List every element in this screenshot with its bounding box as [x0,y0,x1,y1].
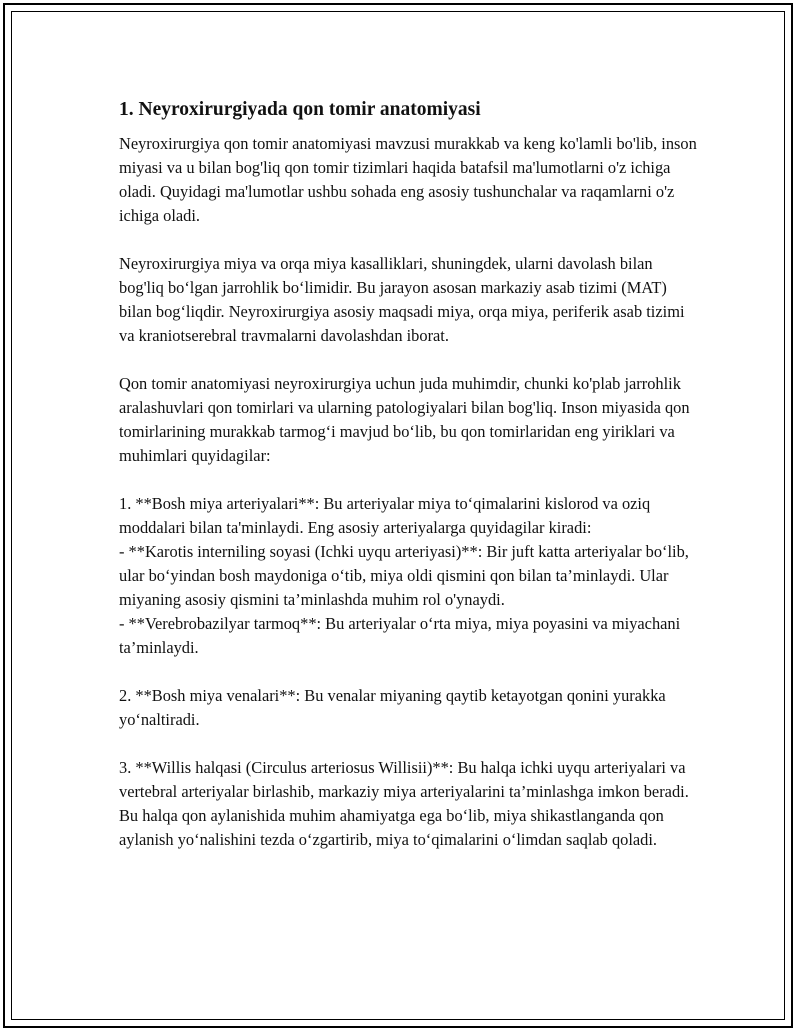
paragraph-intro: Neyroxirurgiya qon tomir anatomiyasi mavzusi murakkab va keng ko'lamli bo'lib, inson miyasi va u bilan bog'liq qon tomir tizimlari haqida batafsil ma'lumotlarni o'z ichiga oladi. Quyidagi ma'lumotlar ushbu sohada eng asosiy tushunchalar va raqamlarni o'z ichiga oladi. [119,134,697,225]
list-item-veins: 2. **Bosh miya venalari**: Bu venalar miyaning qaytib ketayotgan qonini yurakka yo‘naltiradi. [119,686,666,729]
list-item-arteries: 1. **Bosh miya arteriyalari**: Bu arteriyalar miya to‘qimalarini kislorod va oziq moddalari bilan ta'minlaydi. Eng asosiy arteriyalarga quyidagilar kiradi: - **Karotis interniling soyasi (Ichki uyqu arteriyasi)**: Bir juft katta arteriyalar bo‘lib, ular bo‘yindan bosh maydoniga o‘tib, miya oldi qismini qon bilan ta’minlaydi. Ular miyaning asosiy qismini ta’minlashda muhim rol o'ynaydi. - **Verebrobazilyar tarmoq**: Bu arteriyalar o‘rta miya, miya poyasini va miyachani ta’minlaydi. [119,494,689,657]
document-page [3,3,793,1028]
document-title: 1. Neyroxirurgiyada qon tomir anatomiyasi [119,99,481,120]
document-body [119,97,699,852]
paragraph-neurosurgery: Neyroxirurgiya miya va orqa miya kasalliklari, shuningdek, ularni davolash bilan bog'liq bo‘lgan jarrohlik bo‘limidir. Bu jarayon asosan markaziy asab tizimi (MAT) bilan bog‘liqdir. Neyroxirurgiya asosiy maqsadi miya, orqa miya, periferik asab tizimi va kraniotserebral travmalarni davolashdan iborat. [119,254,685,345]
list-item-willis-circle: 3. **Willis halqasi (Circulus arteriosus Willisii)**: Bu halqa ichki uyqu arteriyalari va vertebral arteriyalar birlashib, markaziy miya arteriyalarini ta’minlashga imkon beradi. Bu halqa qon aylanishida muhim ahamiyatga ega bo‘lib, miya shikastlanganda qon aylanish yo‘nalishini tezda o‘zgartirib, miya to‘qimalarini o‘limdan saqlab qoladi. [119,758,689,849]
paragraph-vascular-anatomy: Qon tomir anatomiyasi neyroxirurgiya uchun juda muhimdir, chunki ko'plab jarrohlik aralashuvlari qon tomirlari va ularning patologiyalari bilan bog'liq. Inson miyasida qon tomirlarining murakkab tarmog‘i mavjud bo‘lib, bu qon tomirlaridan eng yiriklari va muhimlari quyidagilar: [119,374,690,465]
